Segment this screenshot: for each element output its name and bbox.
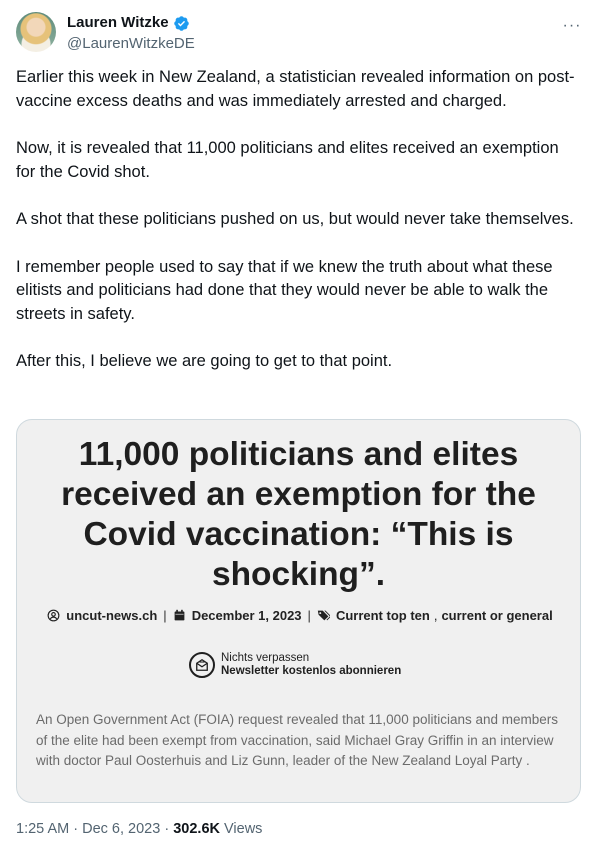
article-source: uncut-news.ch xyxy=(66,608,158,623)
article-tag: Current top ten xyxy=(335,608,430,623)
tag-comma: , xyxy=(433,608,438,623)
article-headline: 11,000 politicians and elites received an exemption for the Covid vaccination: “This is shocking”. xyxy=(61,436,536,593)
meta-separator: | xyxy=(307,608,311,623)
author-name[interactable]: Lauren Witzke xyxy=(67,14,169,31)
tweet-paragraph: I remember people used to say that if we knew the truth about what these elitists and politicians had done that they would never be able to walk the streets in safety. xyxy=(16,257,553,323)
tweet-paragraph: A shot that these politicians pushed on us, but would never take themselves. xyxy=(16,210,574,228)
tweet-header xyxy=(16,12,582,56)
more-options-icon[interactable]: ··· xyxy=(562,17,582,34)
newsletter-line-1: Nichts verpassen xyxy=(221,652,310,664)
author-name-row xyxy=(67,14,190,32)
attached-article-image[interactable] xyxy=(16,419,581,803)
author-handle[interactable]: @LaurenWitzkeDE xyxy=(67,35,195,52)
tweet-paragraph: Now, it is revealed that 11,000 politicians and elites received an exemption for the Covid shot. xyxy=(16,139,559,181)
views-label[interactable]: Views xyxy=(224,821,263,837)
article-tag: current or general xyxy=(441,608,553,623)
footer-dot: · xyxy=(73,821,79,837)
views-count[interactable]: 302.6K xyxy=(173,821,220,837)
newsletter-line-2: Newsletter kostenlos abonnieren xyxy=(221,665,402,677)
calendar-icon xyxy=(173,609,186,622)
tags-icon xyxy=(317,609,330,622)
tweet-paragraph: Earlier this week in New Zealand, a statistician revealed information on post-vaccine excess deaths and was immediately arrested and charged. xyxy=(16,68,575,110)
meta-separator: | xyxy=(163,608,167,623)
footer-dot: · xyxy=(164,821,170,837)
author-avatar[interactable] xyxy=(16,12,56,52)
newsletter-promo xyxy=(189,652,401,678)
tweet-footer xyxy=(16,820,262,838)
newsletter-envelope-icon xyxy=(189,652,215,678)
tweet-time[interactable]: 1:25 AM xyxy=(16,821,70,837)
article-meta xyxy=(37,608,563,623)
verified-badge-icon xyxy=(173,15,190,32)
tweet-paragraph: After this, I believe we are going to get to that point. xyxy=(16,352,393,370)
tweet-text xyxy=(16,66,582,374)
article-snippet: An Open Government Act (FOIA) request revealed that 11,000 politicians and members of the elite had been exempt from vaccination, said Michael Gray Griffin in an interview with doctor Paul Oosterhuis and Liz Gunn, leader of the New Zealand Loyal Party . xyxy=(36,712,559,768)
article-date: December 1, 2023 xyxy=(191,608,302,623)
user-circle-icon xyxy=(47,609,60,622)
tweet-date[interactable]: Dec 6, 2023 xyxy=(82,821,161,837)
newsletter-text xyxy=(221,652,401,678)
